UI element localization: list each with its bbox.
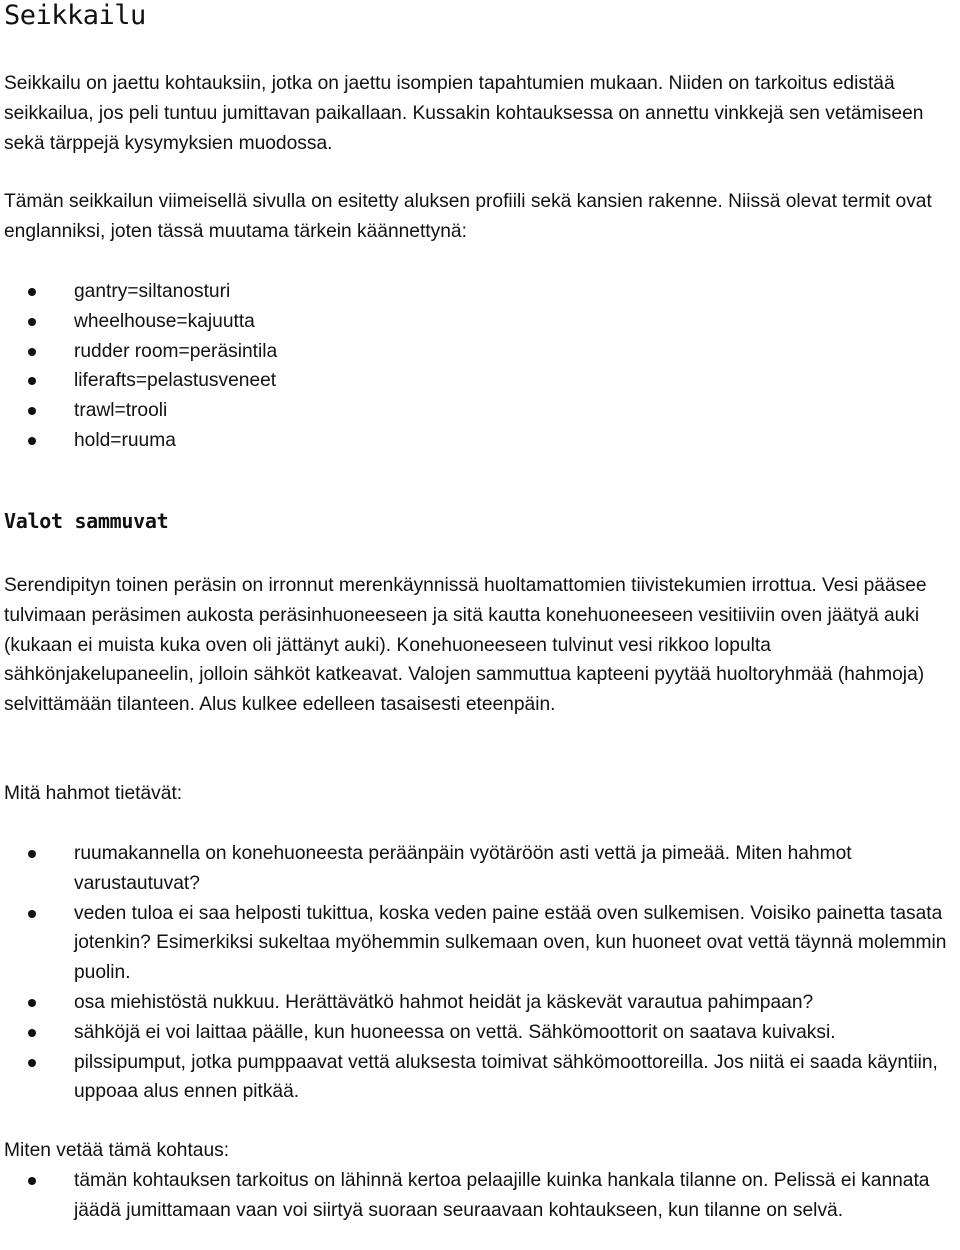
list-item: veden tuloa ei saa helposti tukittua, koska veden paine estää oven sulkemisen. Voisiko painetta tasata jotenkin? Esimerkiksi sukeltaa myöhemmin sulkemaan oven, kun huoneet ovat vettä täynnä molemmin puolin. [4,899,960,988]
list-item: ruumakannella on konehuoneesta peräänpäin vyötäröön asti vettä ja pimeää. Miten hahmot varustautuvat? [4,839,960,899]
page-title: Seikkailu [4,0,146,31]
list-item: sähköjä ei voi laittaa päälle, kun huoneessa on vettä. Sähkömoottorit on saatava kuivaksi. [4,1018,960,1048]
list-item: gantry=siltanosturi [4,277,960,307]
bullet-icon [28,1059,36,1067]
howto-list [4,1166,960,1226]
intro-paragraph-2: Tämän seikkailun viimeisellä sivulla on esitetty aluksen profiili sekä kansien rakenne. Niissä olevat termit ovat englanniksi, joten tässä muutama tärkein käännettynä: [4,191,932,242]
intro-paragraph-1: Seikkailu on jaettu kohtauksiin, jotka on jaettu isompien tapahtumien mukaan. Niiden on tarkoitus edistää seikkailua, jos peli tuntuu jumittavan paikallaan. Kussakin kohtauksessa on annettu vinkkejä sen vetämiseen sekä tärppejä kysymyksien muodossa. [4,73,924,154]
bullet-icon [28,348,36,356]
list-item: tämän kohtauksen tarkoitus on lähinnä kertoa pelaajille kuinka hankala tilanne on. Pelissä ei kannata jäädä jumittamaan vaan voi siirtyä suoraan seuraavaan kohtaukseen, kun tilanne on selvä. [4,1166,960,1226]
bullet-icon [28,850,36,858]
list-item: hold=ruuma [4,426,960,456]
howto-label: Miten vetää tämä kohtaus: [4,1140,230,1161]
list-item: osa miehistöstä nukkuu. Herättävätkö hahmot heidät ja käskevät varautua pahimpaan? [4,988,960,1018]
terms-list [4,277,960,456]
knowledge-list [4,839,960,1107]
section-heading: Valot sammuvat [4,509,169,533]
bullet-icon [28,1177,36,1185]
bullet-icon [28,1029,36,1037]
list-item: wheelhouse=kajuutta [4,307,960,337]
bullet-icon [28,999,36,1007]
bullet-icon [28,318,36,326]
bullet-icon [28,377,36,385]
list-item: pilssipumput, jotka pumppaavat vettä aluksesta toimivat sähkömoottoreilla. Jos niitä ei saada käyntiin, uppoaa alus ennen pitkää. [4,1048,960,1108]
section-paragraph: Serendipityn toinen peräsin on irronnut merenkäynnissä huoltamattomien tiivistekumien irrottua. Vesi pääsee tulvimaan peräsimen aukosta peräsinhuoneeseen ja sitä kautta konehuoneeseen vesitiiviin oven jäätyä auki (kukaan ei muista kuka oven oli jättänyt auki). Konehuoneeseen tulvinut vesi rikkoo lopulta sähkönjakelupaneelin, jolloin sähköt katkeavat. Valojen sammuttua kapteeni pyytää huoltoryhmää (hahmoja) selvittämään tilanteen. Alus kulkee edelleen tasaisesti eteenpäin. [4,575,927,716]
list-item: trawl=trooli [4,396,960,426]
bullet-icon [28,910,36,918]
bullet-icon [28,288,36,296]
knowledge-label: Mitä hahmot tietävät: [4,783,183,804]
bullet-icon [28,437,36,445]
bullet-icon [28,407,36,415]
list-item: rudder room=peräsintila [4,337,960,367]
list-item: liferafts=pelastusveneet [4,366,960,396]
